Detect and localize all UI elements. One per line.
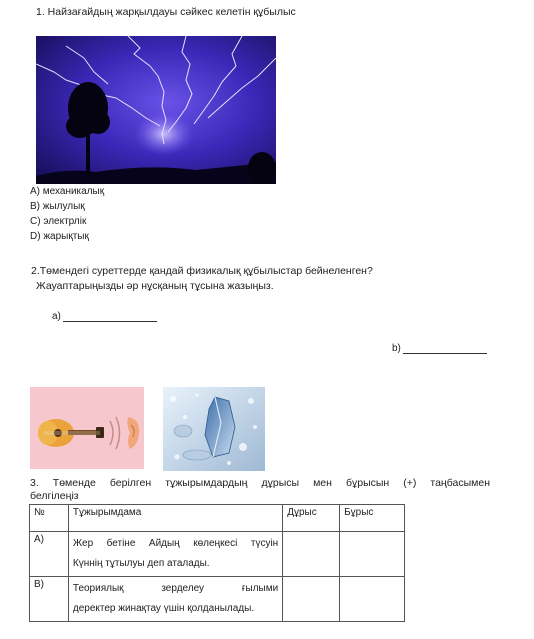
answer-a-label: a) [52,311,61,322]
incorrect-cell[interactable] [340,532,405,577]
statement-text [68,532,282,577]
row-number: A) [30,532,69,577]
question-3-title-cont: белгілеңіз [30,490,79,502]
statement-line: деректер жинақтау үшін қолданылады. [72,603,255,614]
answer-b-label: b) [392,343,401,354]
correct-cell[interactable] [283,532,340,577]
question-2-instruction: Жауаптарыңызды әр нұсқаның тұсына жазыңыз. [36,280,274,292]
answer-a [52,311,157,322]
statement-line: Теориялық зерделеу ғылыми [72,583,279,594]
statement-line: Күннің тұтылуы деп аталады. [72,558,210,569]
question-1-title: 1. Найзағайдың жарқылдауы сәйкес келетін құбылыс [36,6,296,18]
option-a: A) механикалық [30,186,105,197]
header-incorrect: Бұрыс [340,505,405,532]
answer-b-line[interactable] [403,343,487,354]
table-row [30,532,405,577]
option-c: C) электрлік [30,216,87,227]
question-2-title: 2.Төмендегі суреттерде қандай физикалық құбылыстар бейнеленген? [31,265,373,277]
answer-b [392,343,487,354]
correct-cell[interactable] [283,577,340,622]
option-b: B) жылулық [30,201,85,212]
statement-text [68,577,282,622]
question-3-title: 3. Төменде берілген тұжырымдардың дұрысы мен бұрысын (+) таңбасымен [30,477,490,489]
row-number: B) [30,577,69,622]
answer-a-line[interactable] [63,311,157,322]
guitar-sound-picture [30,387,144,469]
header-number: № [30,505,69,532]
table-header-row [30,505,405,532]
header-correct: Дұрыс [283,505,340,532]
table-row [30,577,405,622]
statement-line: Жер бетіне Айдың көлеңкесі түсуін [72,538,279,549]
statements-table [29,504,405,622]
header-statement: Тұжырымдама [68,505,282,532]
option-d: D) жарықтық [30,231,89,242]
incorrect-cell[interactable] [340,577,405,622]
melting-ice-picture [163,387,265,471]
lightning-photo [36,36,276,184]
